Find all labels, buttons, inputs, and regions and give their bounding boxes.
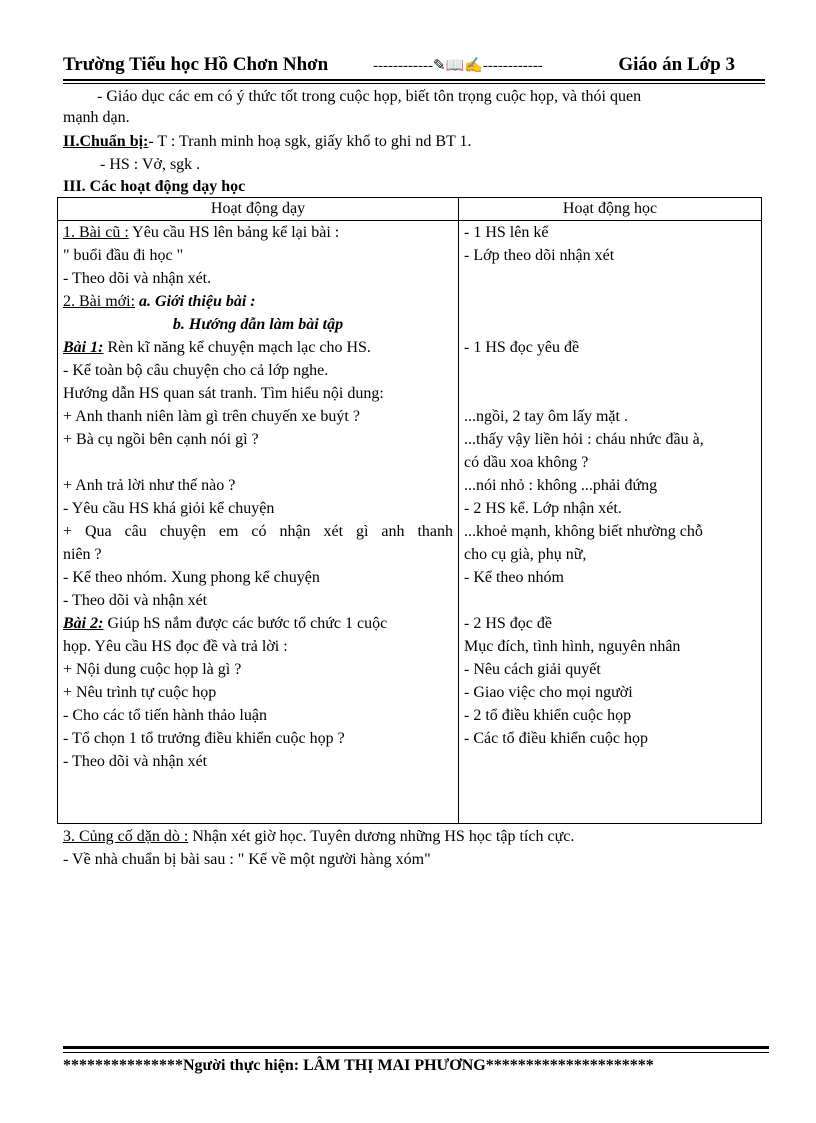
student-line: - Các tổ điều khiển cuộc họp: [464, 730, 648, 747]
teacher-line: 1. Bài cũ : Yêu cầu HS lên bảng kể lại bài :: [63, 224, 340, 241]
page-header: [63, 52, 763, 78]
column-header-student: Hoạt động học: [459, 198, 762, 221]
student-line: - 2 HS đọc đề: [464, 615, 552, 632]
teacher-line: - Kể toàn bộ câu chuyện cho cả lớp nghe.: [63, 362, 329, 379]
teacher-line: - Theo dõi và nhận xét: [63, 592, 208, 609]
activities-heading: III. Các hoạt động dạy học: [63, 178, 246, 195]
teacher-line: b. Hướng dẫn làm bài tập: [172, 316, 344, 333]
student-line: - Lớp theo dõi nhận xét: [464, 247, 615, 264]
teacher-line: Bài 2: Giúp hS nắm được các bước tổ chức 1 cuộc: [63, 615, 388, 632]
teacher-line: + Anh thanh niên làm gì trên chuyến xe buýt ?: [63, 408, 360, 425]
school-name: Trường Tiểu học Hồ Chơn Nhơn: [63, 54, 329, 75]
teacher-line: Bài 1: Rèn kĩ năng kể chuyện mạch lạc cho HS.: [63, 339, 371, 356]
student-line-blank: [464, 359, 756, 382]
student-line: - 1 HS lên kể: [464, 224, 549, 241]
teacher-line: - Theo dõi và nhận xét: [63, 753, 208, 770]
teacher-line: - Cho các tổ tiến hành thảo luận: [63, 707, 267, 724]
student-line: có dầu xoa không ?: [464, 454, 589, 471]
grade-label: Giáo án Lớp 3: [618, 54, 735, 75]
header-rule: [63, 79, 765, 81]
teacher-line: + Anh trả lời như thế nào ?: [63, 477, 236, 494]
student-line: - 2 tổ điều khiển cuộc họp: [464, 707, 632, 724]
teacher-line-blank: [63, 451, 453, 474]
teacher-line: + Nêu trình tự cuộc họp: [63, 684, 217, 701]
teacher-line: + Bà cụ ngồi bên cạnh nói gì ?: [63, 431, 259, 448]
student-line: - 1 HS đọc yêu đề: [464, 339, 580, 356]
teacher-line: - Tổ chọn 1 tổ trưởng điều khiển cuộc họp ?: [63, 730, 345, 747]
teacher-line: " buổi đầu đi học ": [63, 247, 184, 264]
student-line: cho cụ già, phụ nữ,: [464, 546, 587, 563]
teacher-line: niên ?: [63, 546, 102, 563]
closing-line-1: 3. Củng cố dặn dò : Nhận xét giờ học. Tuyên dương những HS học tập tích cực.: [63, 828, 575, 845]
student-line: - Nêu cách giải quyết: [464, 661, 601, 678]
teacher-line: - Kể theo nhóm. Xung phong kể chuyện: [63, 569, 320, 586]
teacher-activities-cell: [58, 221, 459, 824]
footer-rule-thin: [63, 1052, 769, 1053]
activities-table: [57, 197, 762, 824]
column-header-teacher: Hoạt động dạy: [58, 198, 459, 221]
teacher-line: - Theo dõi và nhận xét.: [63, 270, 212, 287]
teacher-line: Hướng dẫn HS quan sát tranh. Tìm hiểu nội dung:: [63, 385, 384, 402]
student-line: ...ngồi, 2 tay ôm lấy mặt .: [464, 408, 628, 425]
preparation-teacher: II.Chuẩn bị:- T : Tranh minh hoạ sgk, giấy khổ to ghi nd BT 1.: [63, 133, 472, 150]
teacher-line: - Yêu cầu HS khá giỏi kể chuyện: [63, 500, 275, 517]
teacher-line: 2. Bài mới: a. Giới thiệu bài :: [63, 293, 256, 310]
student-line: ...khoẻ mạnh, không biết nhường chỗ: [464, 523, 703, 540]
student-line: - Kể theo nhóm: [464, 569, 564, 586]
header-rule-thin: [63, 83, 765, 84]
student-line: ...nói nhỏ : không ...phải đứng: [464, 477, 658, 494]
teacher-line: + Qua câu chuyện em có nhận xét gì anh thanh: [63, 523, 453, 540]
header-decoration: ------------✎📖✍------------: [373, 58, 543, 74]
teacher-line: + Nội dung cuộc họp là gì ?: [63, 661, 242, 678]
student-line-blank: [464, 589, 756, 612]
student-line: - 2 HS kể. Lớp nhận xét.: [464, 500, 622, 517]
preparation-label: II.Chuẩn bị:: [63, 133, 149, 150]
footer-rule: [63, 1046, 769, 1049]
student-line: ...thấy vậy liền hỏi : cháu nhức đầu à,: [464, 431, 704, 448]
student-line-blank: [464, 382, 756, 405]
student-line: Mục đích, tình hình, nguyên nhân: [464, 638, 681, 655]
objective-line-1: - Giáo dục các em có ý thức tốt trong cuộc họp, biết tôn trọng cuộc họp, và thói quen: [97, 88, 642, 105]
student-line-blank: [464, 267, 756, 290]
student-line-blank: [464, 290, 756, 313]
preparation-student: - HS : Vở, sgk .: [100, 156, 201, 173]
teacher-line: họp. Yêu cầu HS đọc đề và trả lời :: [63, 638, 288, 655]
closing-line-2: - Về nhà chuẩn bị bài sau : " Kể về một người hàng xóm": [63, 851, 431, 868]
student-line: - Giao việc cho mọi người: [464, 684, 633, 701]
student-activities-cell: [459, 221, 762, 824]
student-line-blank: [464, 313, 756, 336]
footer-author: ***************Người thực hiện: LÂM THỊ MAI PHƯƠNG*********************: [63, 1057, 654, 1074]
objective-line-2: mạnh dạn.: [63, 109, 130, 126]
